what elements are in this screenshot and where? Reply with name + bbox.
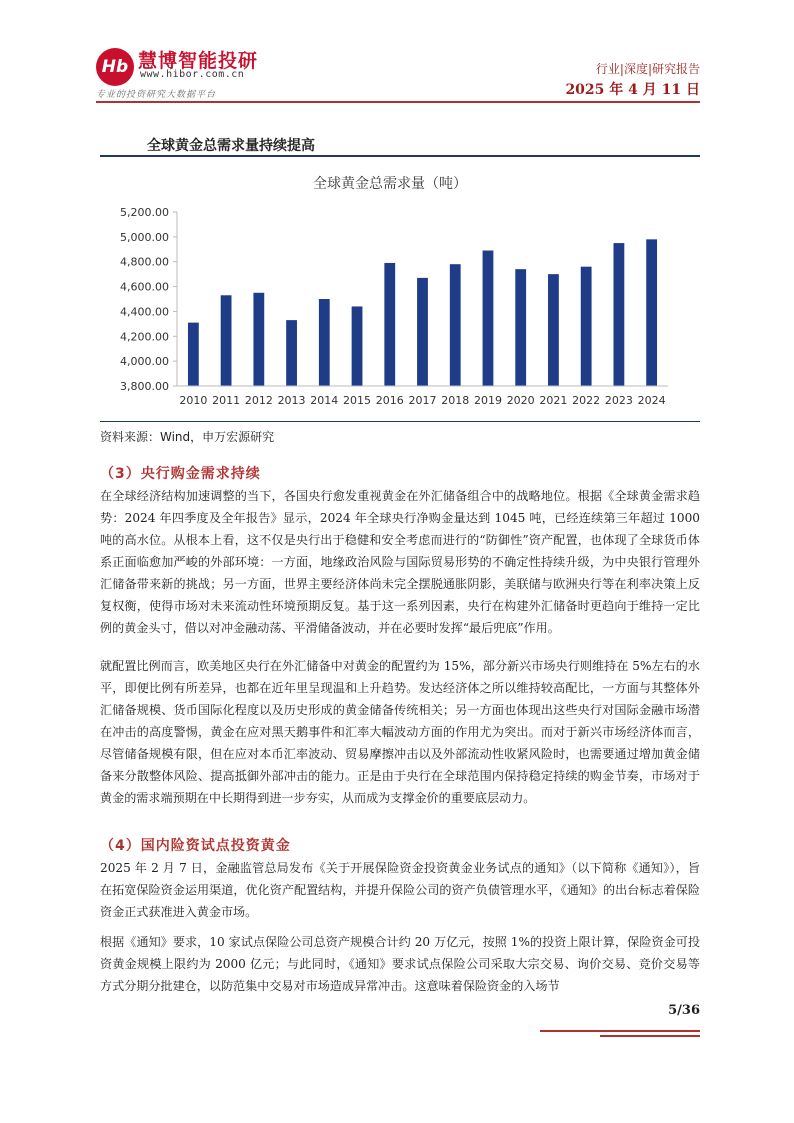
figure-title: 全球黄金总需求量持续提高 [147, 138, 315, 154]
y-tick-label: 3,800.00 [120, 380, 169, 393]
bar-2019 [483, 251, 494, 386]
x-tick-label: 2019 [473, 394, 502, 407]
y-axis [120, 206, 177, 393]
x-tick-label: 2021 [539, 394, 568, 407]
chart-svg [100, 160, 700, 420]
x-tick-label: 2023 [604, 394, 633, 407]
bar-2020 [515, 269, 526, 386]
section-heading-insurance: （4）国内险资试点投资黄金 [100, 838, 291, 854]
y-tick-label: 4,200.00 [120, 330, 169, 344]
bar-2016 [384, 263, 395, 386]
paragraph-insurance-1: 2025 年 2 月 7 日，金融监管总局发布《关于开展保险资金投资黄金业务试点的通知》（以下简称《通知》），旨在拓宽保险资金运用渠道，优化资产配置结构，并提升保险公司的资产负债管理水平，《通知》的出台标志着保险资金正式获准进入黄金市场。 [100, 861, 700, 919]
logo-slogan: 专业的投资研究大数据平台 [96, 90, 217, 100]
paragraph-insurance-2: 根据《通知》要求，10 家试点保险公司总资产规模合计约 20 万亿元，按照 1%的投资上限计算，保险资金可投资黄金规模上限约为 2000 亿元；与此同时，《通知》要求试点保险公司采取大宗交易、询价交易、竞价交易等方式分期分批建仓，以防范集中交易对市场造成异常冲击。这意味着保险资金的入场节 [100, 935, 700, 993]
x-tick-label: 2014 [310, 394, 339, 407]
paragraph-central-bank-2: 就配置比例而言，欧美地区央行在外汇储备中对黄金的配置约为 15%，部分新兴市场央行则维持在 5%左右的水平，即便比例有所差异，也都在近年里呈现温和上升趋势。发达经济体之所以维持较高配比，一方面与其整体外汇储备规模、货币国际化程度以及历史形成的黄金储备传统相关；另一方面也体现出这些央行对国际金融市场潜在冲击的高度警惕，黄金在应对黑天鹅事件和汇率大幅波动方面的作用尤为突出。而对于新兴市场经济体而言，尽管储备规模有限，但在应对本币汇率波动、贸易摩擦冲击以及外部流动性收紧风险时，也需要通过增加黄金储备来分散整体风险、提高抵御外部冲击的能力。正是由于央行在全球范围内保持稳定持续的购金节奏，市场对于黄金的需求端预期在中长期得到进一步夯实，从而成为支撑金价的重要底层动力。 [100, 659, 700, 805]
x-tick-label: 2016 [375, 394, 404, 407]
x-tick-label: 2011 [212, 394, 241, 407]
y-tick-label: 4,400.00 [120, 305, 169, 319]
figure-title-divider [100, 155, 700, 157]
logo-url: www.hibor.com.cn [140, 69, 245, 80]
bar-2012 [253, 293, 264, 386]
x-tick-label: 2010 [179, 394, 208, 407]
x-tick-label: 2015 [343, 394, 372, 407]
bar-2013 [286, 320, 297, 386]
x-tick-label: 2024 [637, 394, 666, 407]
bar-2023 [613, 243, 624, 386]
section-heading-central-bank: （3）央行购金需求持续 [100, 466, 261, 482]
y-tick-label: 4,800.00 [120, 255, 169, 269]
bar-2014 [319, 299, 330, 386]
bar-2021 [548, 274, 559, 386]
bar-2024 [646, 239, 657, 386]
y-tick-label: 4,600.00 [120, 280, 169, 294]
x-tick-label: 2013 [277, 394, 306, 407]
logo-name: 慧博智能投研 [138, 50, 259, 72]
x-axis [177, 386, 668, 407]
footer-divider [540, 1030, 700, 1032]
bar-2011 [221, 295, 232, 386]
x-tick-label: 2018 [441, 394, 470, 407]
chart-source: 资料来源：Wind，申万宏源研究 [100, 430, 275, 444]
report-date: 2025 年 4 月 11 日 [565, 82, 700, 98]
bar-series [188, 239, 657, 386]
chart-title: 全球黄金总需求量（吨） [313, 176, 467, 192]
y-tick-label: 5,200.00 [120, 206, 169, 219]
bar-2018 [450, 264, 461, 386]
header-divider [96, 101, 700, 103]
bar-2010 [188, 323, 199, 386]
x-tick-label: 2012 [244, 394, 273, 407]
source-divider [100, 421, 700, 422]
gold-demand-chart [100, 160, 700, 420]
hibor-logo-icon: Hb [96, 48, 134, 86]
x-tick-label: 2020 [506, 394, 535, 407]
bar-2017 [417, 278, 428, 386]
x-tick-label: 2017 [408, 394, 437, 407]
x-tick-label: 2022 [572, 394, 601, 407]
footer-divider-short [600, 1035, 700, 1037]
report-type: 行业|深度|研究报告 [595, 62, 700, 76]
report-header [96, 44, 700, 100]
bar-2022 [581, 267, 592, 386]
bar-2015 [352, 306, 363, 386]
page-number: 5/36 [668, 1003, 700, 1018]
y-tick-label: 4,000.00 [120, 355, 169, 369]
y-tick-label: 5,000.00 [120, 230, 169, 244]
paragraph-central-bank-1: 在全球经济结构加速调整的当下，各国央行愈发重视黄金在外汇储备组合中的战略地位。根据《全球黄金需求趋势：2024 年四季度及全年报告》显示，2024 年全球央行净购金量达到 1045 吨，已经连续第三年超过 1000 吨的高水位。从根本上看，这不仅是央行出于稳健和安全考虑而进行的“防御性”资产配置，也体现了全球货币体系正面临愈加严峻的外部环境：一方面，地缘政治风险与国际贸易形势的不确定性持续升级，为中央银行管理外汇储备带来新的挑战；另一方面，世界主要经济体尚未完全摆脱通胀阴影，美联储与欧洲央行等在利率决策上反复权衡，使得市场对未来流动性环境预期反复。基于这一系列因素，央行在构建外汇储备时更趋向于维持一定比例的黄金头寸，借以对冲金融动荡、平滑储备波动，并在必要时发挥“最后兜底”作用。 [100, 489, 700, 635]
